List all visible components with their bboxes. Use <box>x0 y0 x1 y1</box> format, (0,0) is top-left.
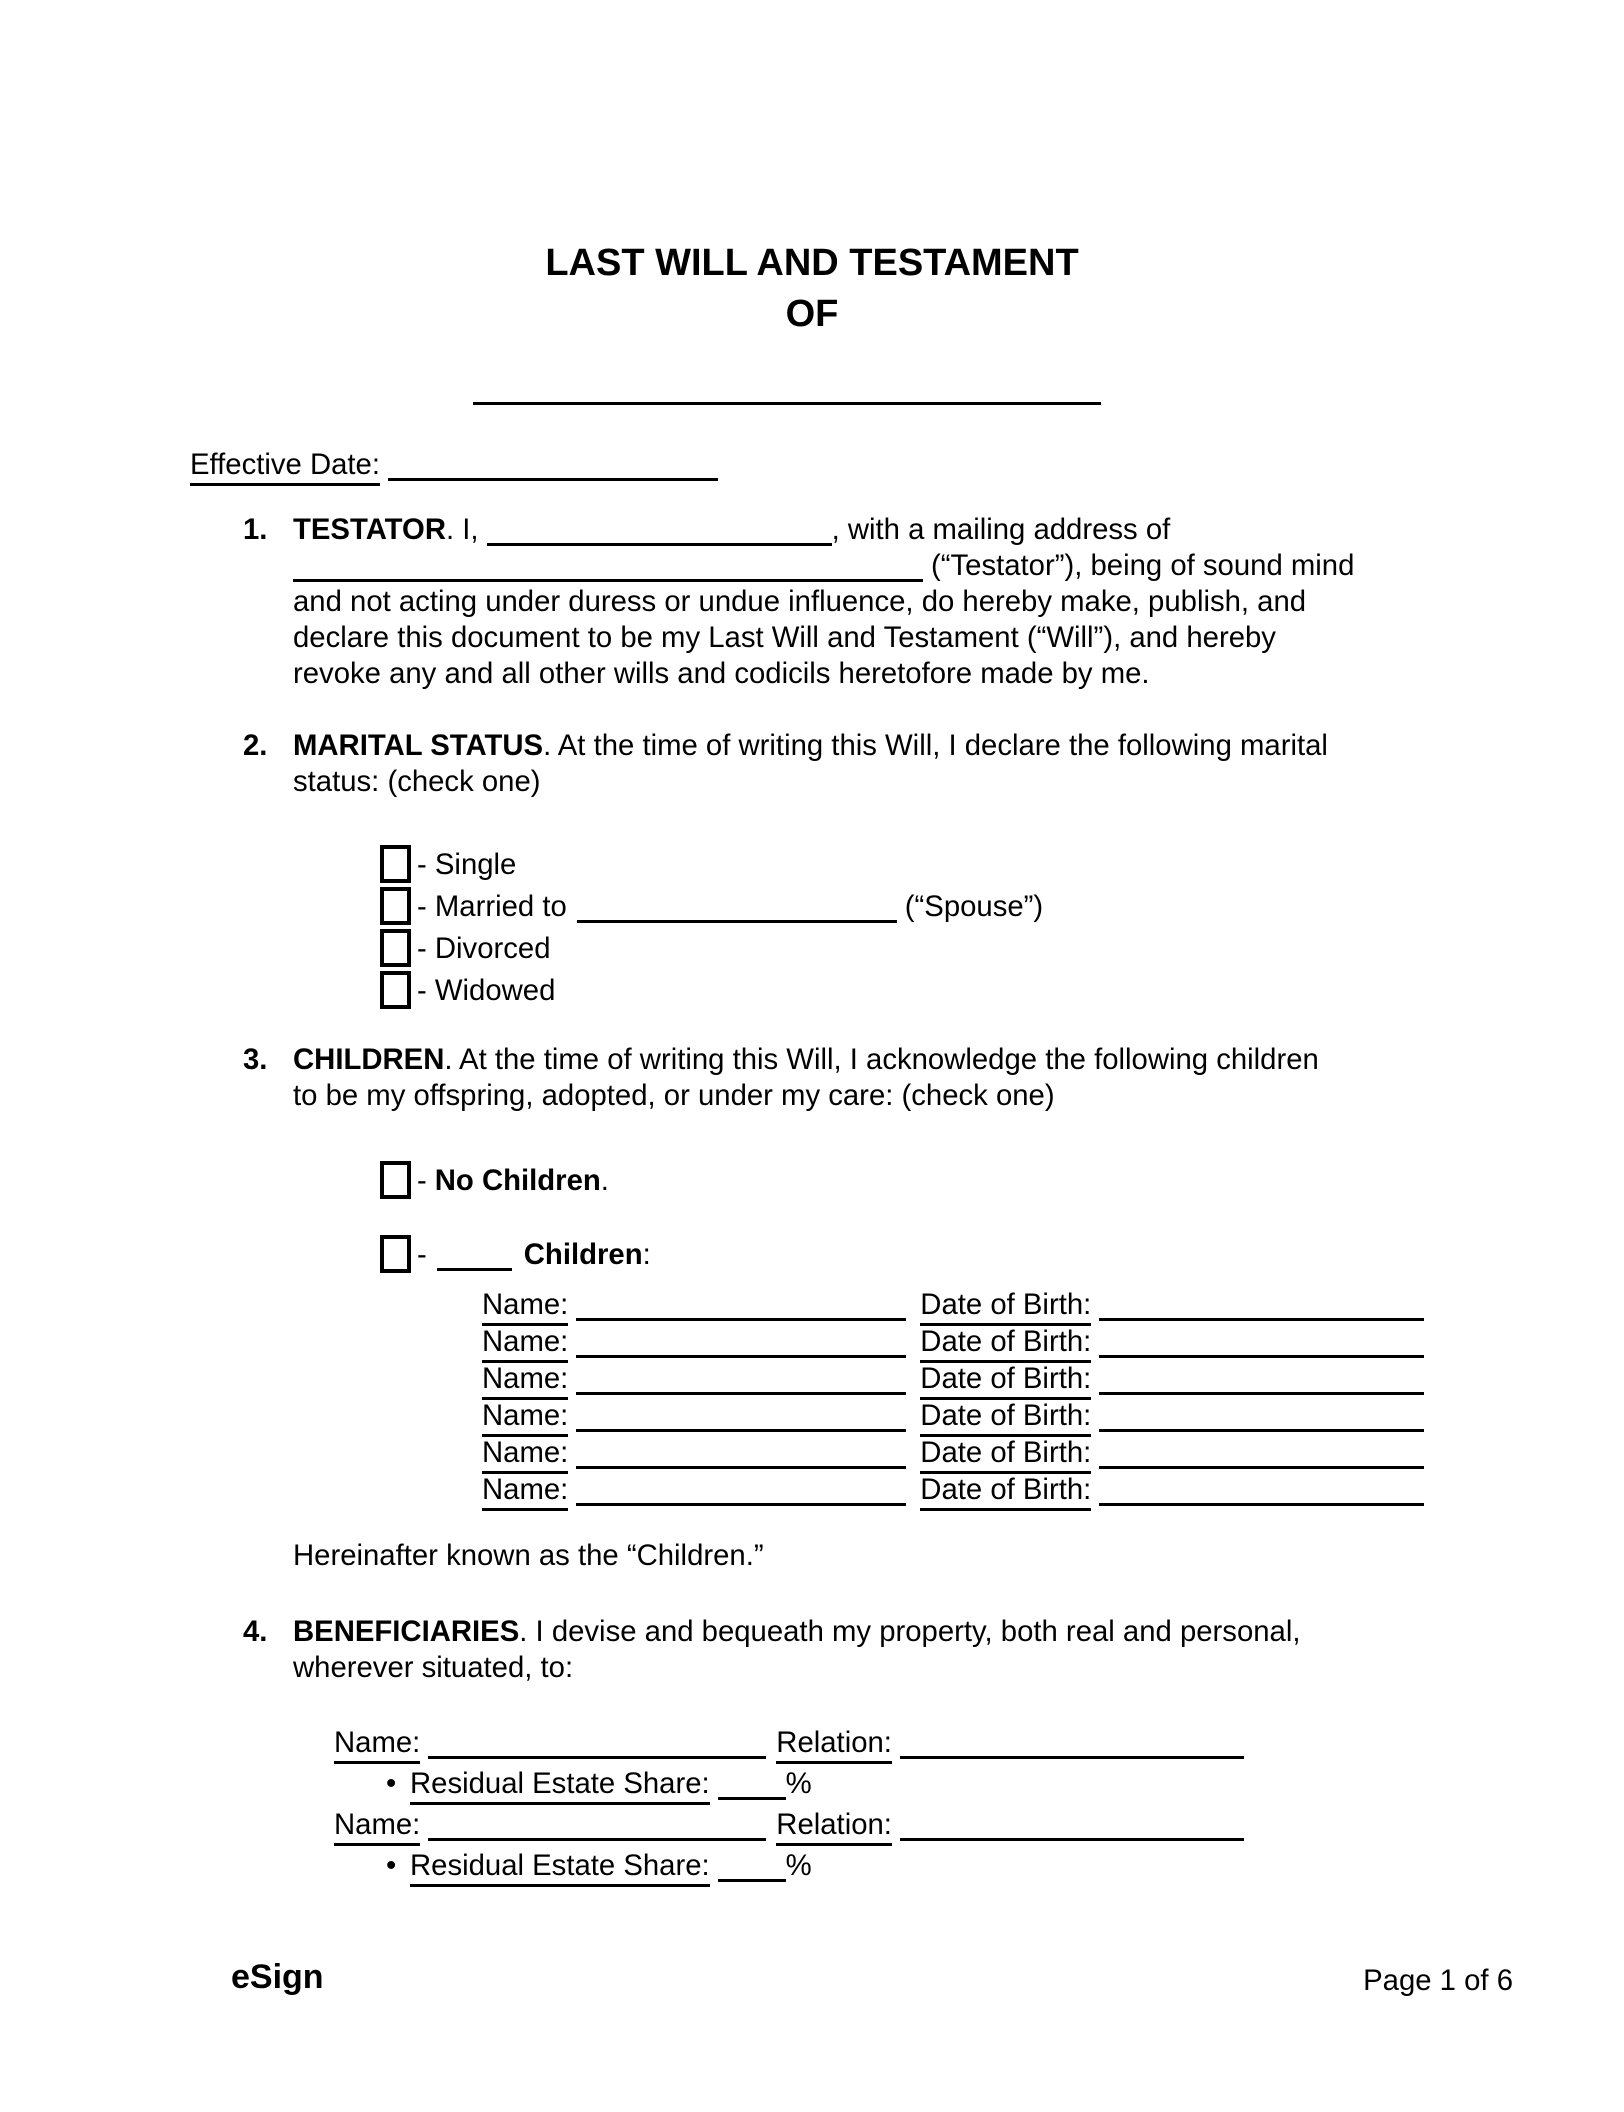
testator-address-field[interactable] <box>293 569 923 582</box>
beneficiary-1-relation-field[interactable] <box>900 1746 1244 1759</box>
title-line-2: OF <box>785 293 839 335</box>
effective-date-label: Effective Date: <box>190 448 380 486</box>
section-beneficiaries <box>243 1614 1624 1686</box>
beneficiaries-list <box>0 1722 1624 1886</box>
esign-logo: eSign <box>231 1958 324 1996</box>
marital-text-a: . At the time of writing this Will, I declare the following marital <box>543 729 1328 762</box>
marital-line-2: status: (check one) <box>293 765 541 798</box>
children-count-colon: : <box>642 1238 651 1271</box>
child-dob-label: Date of Birth: <box>920 1399 1091 1437</box>
children-heading: CHILDREN <box>293 1043 445 1076</box>
child-dob-label: Date of Birth: <box>920 1325 1091 1363</box>
page-indicator: Page 1 of 6 <box>1363 1964 1513 1997</box>
bullet-icon: • <box>386 1849 397 1882</box>
testator-line-2 <box>293 548 1354 584</box>
child-3-name-field[interactable] <box>576 1382 906 1395</box>
children-list <box>482 1286 1624 1508</box>
checkbox-single[interactable] <box>380 845 411 883</box>
option-single-label: - Single <box>417 848 517 881</box>
checkbox-divorced[interactable] <box>380 929 411 967</box>
child-row-6 <box>482 1471 1624 1508</box>
section-marital-status <box>243 728 1624 800</box>
children-text-a: . At the time of writing this Will, I acknowledge the following children <box>444 1043 1319 1076</box>
section-2-number: 2. <box>243 729 268 762</box>
section-3-number: 3. <box>243 1043 268 1076</box>
beneficiaries-text-a: . I devise and bequeath my property, both real and personal, <box>519 1615 1301 1648</box>
child-5-name-field[interactable] <box>576 1456 906 1469</box>
children-count-row <box>380 1234 1624 1276</box>
child-dob-label: Date of Birth: <box>920 1362 1091 1400</box>
marital-line-1 <box>293 728 1328 764</box>
option-married-label: - Married to <box>417 890 567 923</box>
residual-share-label: Residual Estate Share: <box>410 1767 710 1805</box>
checkbox-has-children[interactable] <box>380 1235 411 1273</box>
beneficiary-relation-label: Relation: <box>776 1726 892 1764</box>
testator-name-field[interactable] <box>487 533 832 546</box>
child-dob-label: Date of Birth: <box>920 1436 1091 1474</box>
testator-line-1 <box>293 512 1354 548</box>
marital-options <box>380 844 1624 1012</box>
option-married-suffix: (“Spouse”) <box>904 890 1044 923</box>
beneficiaries-line-1 <box>293 1614 1300 1650</box>
child-4-dob-field[interactable] <box>1099 1419 1424 1432</box>
children-outro: Hereinafter known as the “Children.” <box>293 1539 764 1572</box>
testator-line-3: and not acting under duress or undue influence, do hereby make, publish, and <box>293 585 1307 618</box>
no-children-label: No Children <box>434 1164 601 1197</box>
children-count-dash: - <box>417 1238 427 1271</box>
option-divorced-label: - Divorced <box>417 932 551 965</box>
beneficiary-residual-row-2 <box>386 1845 1624 1886</box>
child-row-2 <box>482 1323 1624 1360</box>
child-row-3 <box>482 1360 1624 1397</box>
title-line-1: LAST WILL AND TESTAMENT <box>545 242 1079 284</box>
child-name-label: Name: <box>482 1325 568 1363</box>
testator-text-b: , with a mailing address of <box>831 513 1171 546</box>
residual-share-label: Residual Estate Share: <box>410 1849 710 1887</box>
effective-date-field[interactable] <box>388 468 718 481</box>
child-5-dob-field[interactable] <box>1099 1456 1424 1469</box>
testator-text-a: . I, <box>446 513 479 546</box>
beneficiary-2-relation-field[interactable] <box>900 1828 1244 1841</box>
child-name-label: Name: <box>482 1288 568 1326</box>
effective-date-row <box>190 447 1624 486</box>
checkbox-no-children[interactable] <box>380 1161 411 1199</box>
testator-text-c: (“Testator”), being of sound mind <box>931 549 1355 582</box>
beneficiary-row-1 <box>334 1722 1624 1763</box>
child-2-name-field[interactable] <box>576 1345 906 1358</box>
testator-line-4: declare this document to be my Last Will and Testament (“Will”), and hereby <box>293 621 1276 654</box>
child-dob-label: Date of Birth: <box>920 1473 1091 1511</box>
checkbox-married[interactable] <box>380 887 411 925</box>
beneficiary-name-label: Name: <box>334 1808 420 1846</box>
children-line-2: to be my offspring, adopted, or under my care: (check one) <box>293 1079 1055 1112</box>
testator-name-blank-line[interactable] <box>473 402 1101 405</box>
beneficiary-1-name-field[interactable] <box>428 1746 766 1759</box>
children-count-field[interactable] <box>437 1258 512 1271</box>
no-children-period: . <box>600 1164 609 1197</box>
child-name-label: Name: <box>482 1436 568 1474</box>
marital-option-divorced <box>380 928 1624 970</box>
percent-sign: % <box>785 1767 812 1800</box>
marital-heading: MARITAL STATUS <box>293 729 544 762</box>
testator-heading: TESTATOR <box>293 513 446 546</box>
child-6-dob-field[interactable] <box>1099 1493 1424 1506</box>
child-name-label: Name: <box>482 1362 568 1400</box>
beneficiaries-line-2: wherever situated, to: <box>293 1651 574 1684</box>
children-count-label: Children <box>523 1238 643 1271</box>
section-children <box>243 1042 1624 1114</box>
marital-option-married <box>380 886 1624 928</box>
child-3-dob-field[interactable] <box>1099 1382 1424 1395</box>
child-name-label: Name: <box>482 1473 568 1511</box>
no-children-dash: - <box>417 1164 427 1197</box>
section-1-number: 1. <box>243 513 268 546</box>
section-4-number: 4. <box>243 1615 268 1648</box>
marital-option-widowed <box>380 970 1624 1012</box>
child-row-5 <box>482 1434 1624 1471</box>
no-children-row <box>380 1160 1624 1202</box>
child-2-dob-field[interactable] <box>1099 1345 1424 1358</box>
option-widowed-label: - Widowed <box>417 974 556 1007</box>
child-row-4 <box>482 1397 1624 1434</box>
beneficiary-residual-row-1 <box>386 1763 1624 1804</box>
document-title <box>0 0 1624 340</box>
beneficiary-name-label: Name: <box>334 1726 420 1764</box>
child-dob-label: Date of Birth: <box>920 1288 1091 1326</box>
child-1-dob-field[interactable] <box>1099 1308 1424 1321</box>
checkbox-widowed[interactable] <box>380 971 411 1009</box>
beneficiary-row-2 <box>334 1804 1624 1845</box>
section-testator <box>243 512 1624 692</box>
child-1-name-field[interactable] <box>576 1308 906 1321</box>
child-4-name-field[interactable] <box>576 1419 906 1432</box>
beneficiary-2-name-field[interactable] <box>428 1828 766 1841</box>
testator-line-5: revoke any and all other wills and codicils heretofore made by me. <box>293 657 1150 690</box>
marital-option-single <box>380 844 1624 886</box>
spouse-name-field[interactable] <box>577 910 897 923</box>
beneficiary-2-share-field[interactable] <box>718 1869 786 1882</box>
child-name-label: Name: <box>482 1399 568 1437</box>
bullet-icon: • <box>386 1767 397 1800</box>
beneficiary-relation-label: Relation: <box>776 1808 892 1846</box>
beneficiaries-heading: BENEFICIARIES <box>293 1615 520 1648</box>
child-6-name-field[interactable] <box>576 1493 906 1506</box>
children-line-1 <box>293 1042 1319 1078</box>
beneficiary-1-share-field[interactable] <box>718 1787 786 1800</box>
child-row-1 <box>482 1286 1624 1323</box>
percent-sign: % <box>785 1849 812 1882</box>
